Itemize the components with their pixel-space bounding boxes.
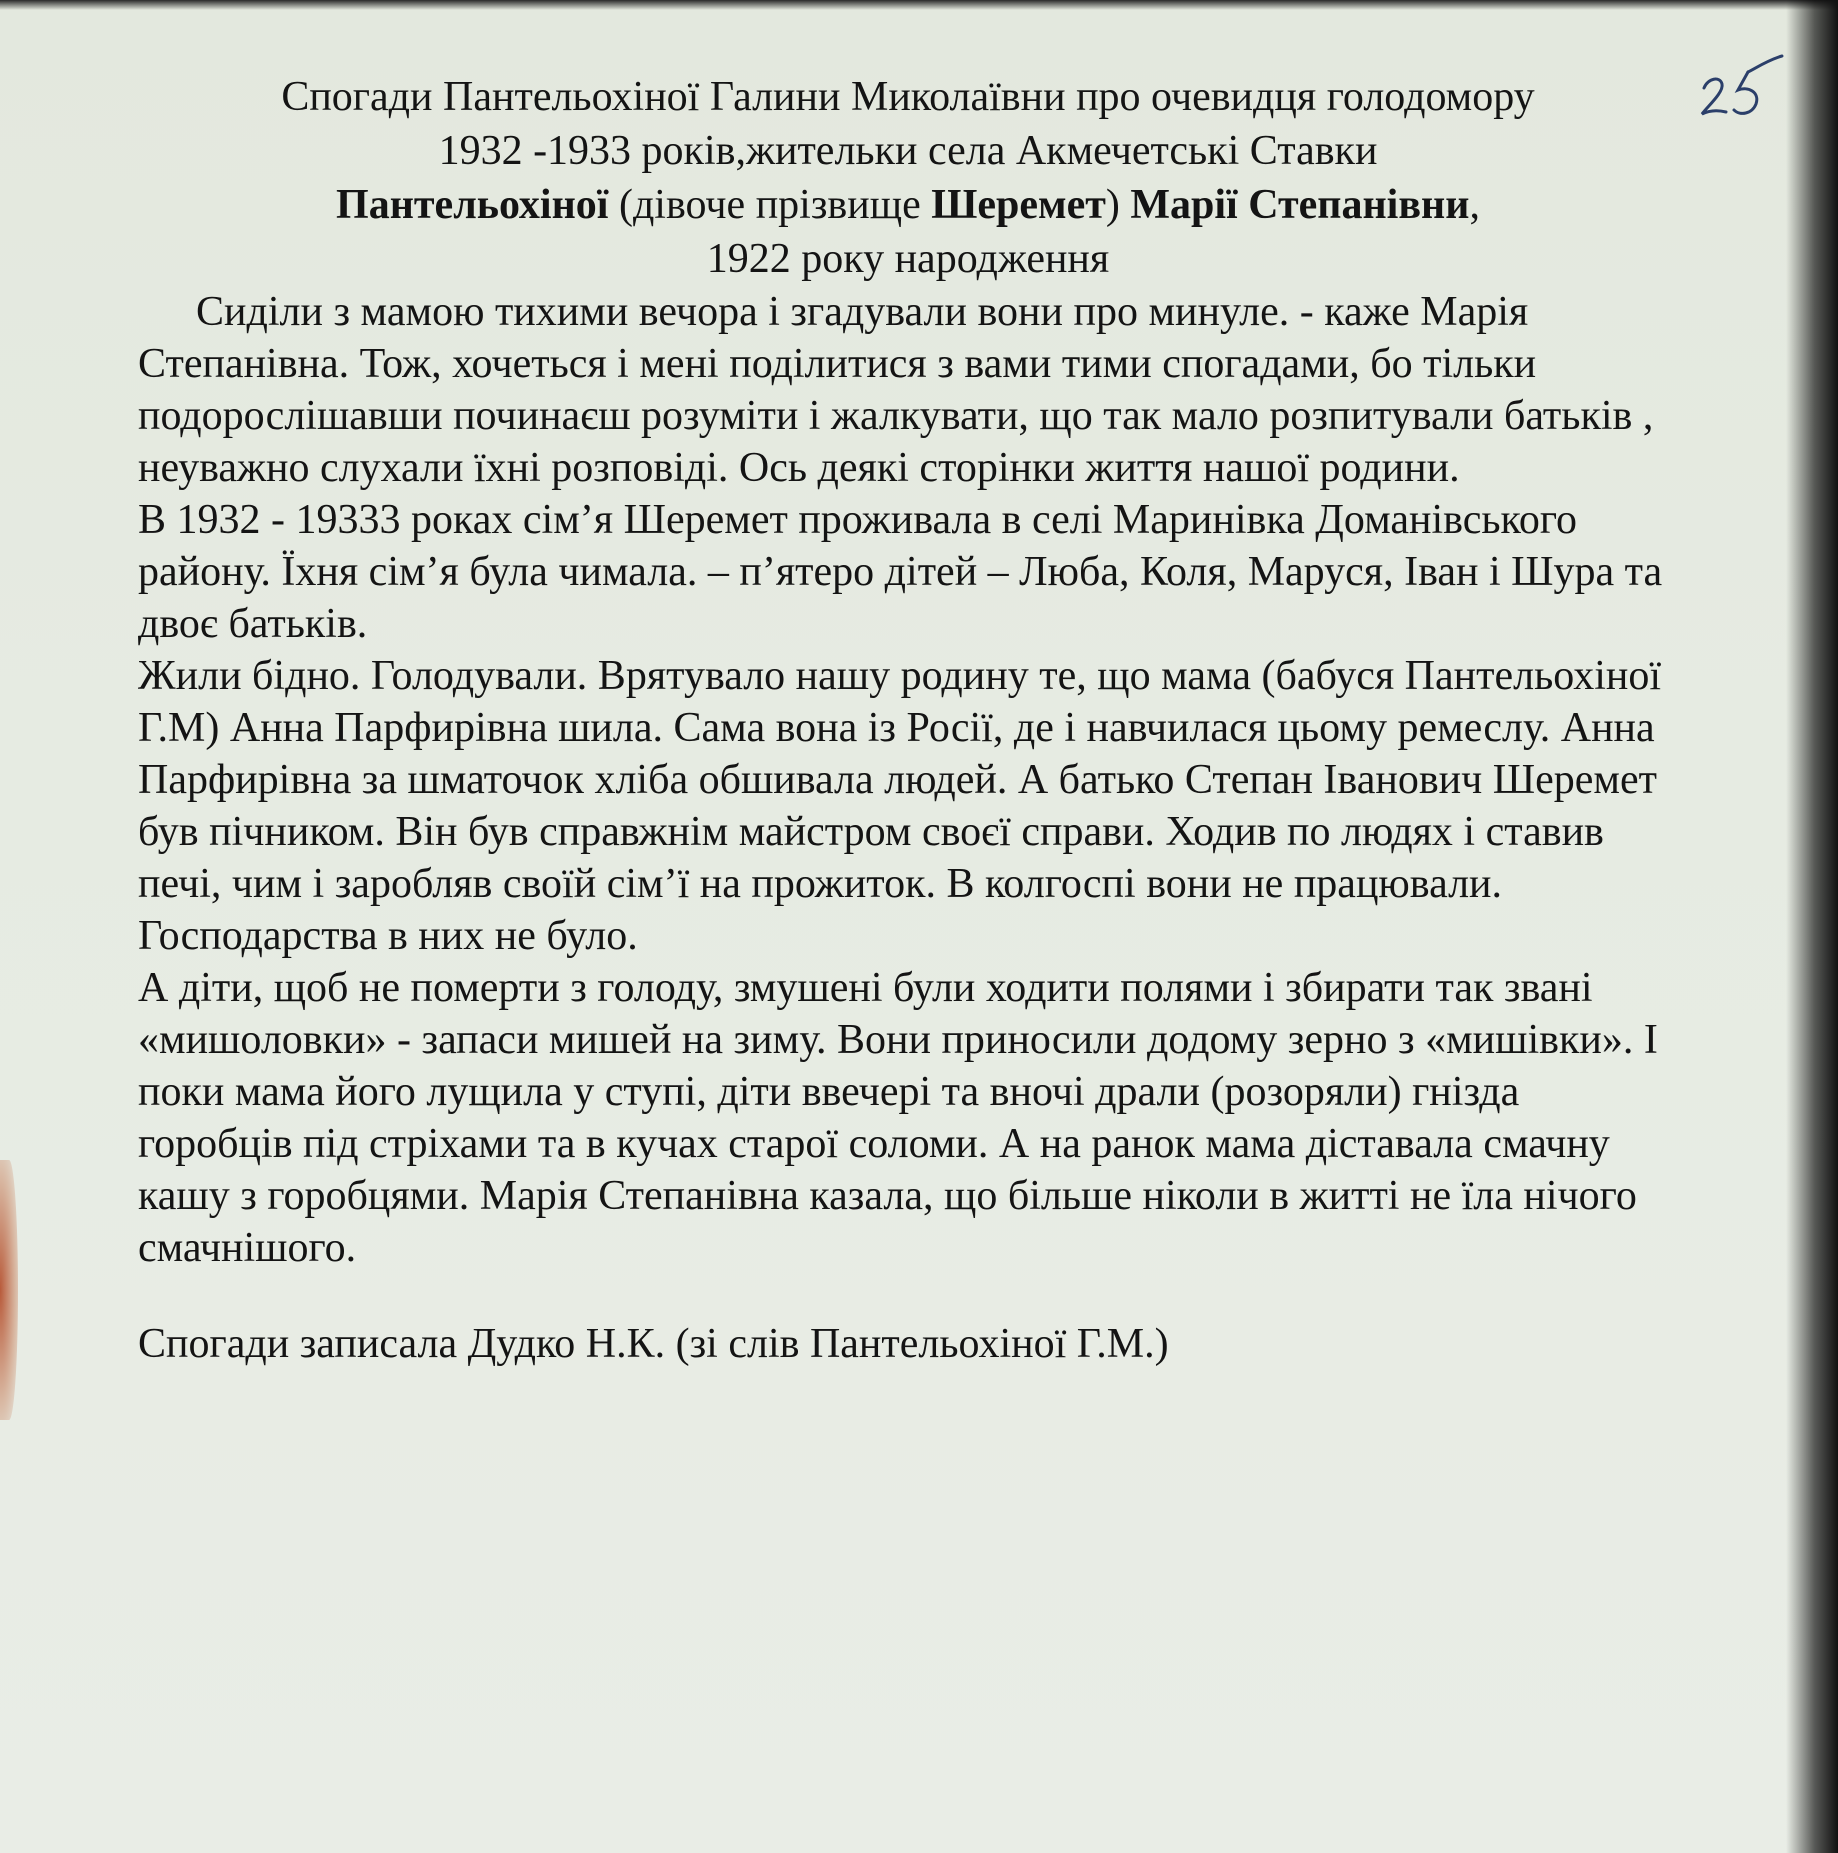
document-content (138, 70, 1678, 1370)
paragraph-3: Жили бідно. Голодували. Врятувало нашу родину те, що мама (бабуся Пантельохіної Г.М) Анна Парфирівна шила. Сама вона із Росії, де і навчилася цьому ремеслу. Анна Парфирівна за шматочок хліба обшивала людей. А батько Степан Іванович Шеремет був пічником. Він був справжнім майстром своєї справи. Ходив по людях і ставив печі, чим і заробляв своїй сім’ї на прожиток. В колгоспі вони не працювали. Господарства в них не було. (138, 653, 1662, 959)
spacer (138, 1274, 1678, 1318)
title-surname-bold: Пантельохіної (336, 182, 609, 228)
scan-right-shadow (1786, 0, 1838, 1853)
title-line-2: 1932 -1933 років,жительки села Акмечетські Ставки (438, 128, 1378, 174)
title-text-3: , (1469, 182, 1480, 228)
paragraph-2: В 1932 - 19333 роках сім’я Шеремет проживала в селі Маринівка Доманівського району. Їхня сім’я була чимала. – п’ятеро дітей – Люба, Коля, Маруся, Іван і Шура та двоє батьків. (138, 497, 1663, 647)
signature: Спогади записала Дудко Н.К. (зі слів Пантельохіної Г.М.) (138, 1321, 1169, 1367)
scan-finger-edge (0, 1160, 18, 1420)
handwritten-number-icon (1690, 50, 1790, 130)
paragraph-1: Сиділи з мамою тихими вечора і згадували вони про минуле. - каже Марія Степанівна. Тож, хочеться і мені поділитися з вами тими спогадами, бо тільки подорослішавши починаєш розуміти і жалкувати, що так мало розпитували батьків , неуважно слухали їхні розповіді. Ось деякі сторінки життя нашої родини. (138, 289, 1654, 491)
handwritten-page-number (1690, 50, 1790, 130)
paragraph-4: А діти, щоб не померти з голоду, змушені були ходити полями і збирати так звані «мишоловки» - запаси мишей на зиму. Вони приносили додому зерно з «мишівки». І поки мама його лущила у ступі, діти ввечері та вночі драли (розоряли) гнізда горобців під стріхами та в кучах старої соломи. А на ранок мама діставала смачну кашу з горобцями. Марія Степанівна казала, що більше ніколи в житті не їла нічого смачнішого. (138, 965, 1658, 1271)
title-text-2: ) (1105, 182, 1131, 228)
title-given-name-bold: Марії Степанівни (1130, 182, 1470, 228)
title-maiden-name-bold: Шеремет (931, 182, 1106, 228)
scan-top-shadow (0, 0, 1838, 10)
title-line-4: 1922 року народження (706, 236, 1110, 282)
title-line-3 (138, 178, 1678, 232)
title-text-1: (дівоче прізвище (608, 182, 932, 228)
title-line-1: Спогади Пантельохіної Галини Миколаївни про очевидця голодомору (281, 74, 1535, 120)
